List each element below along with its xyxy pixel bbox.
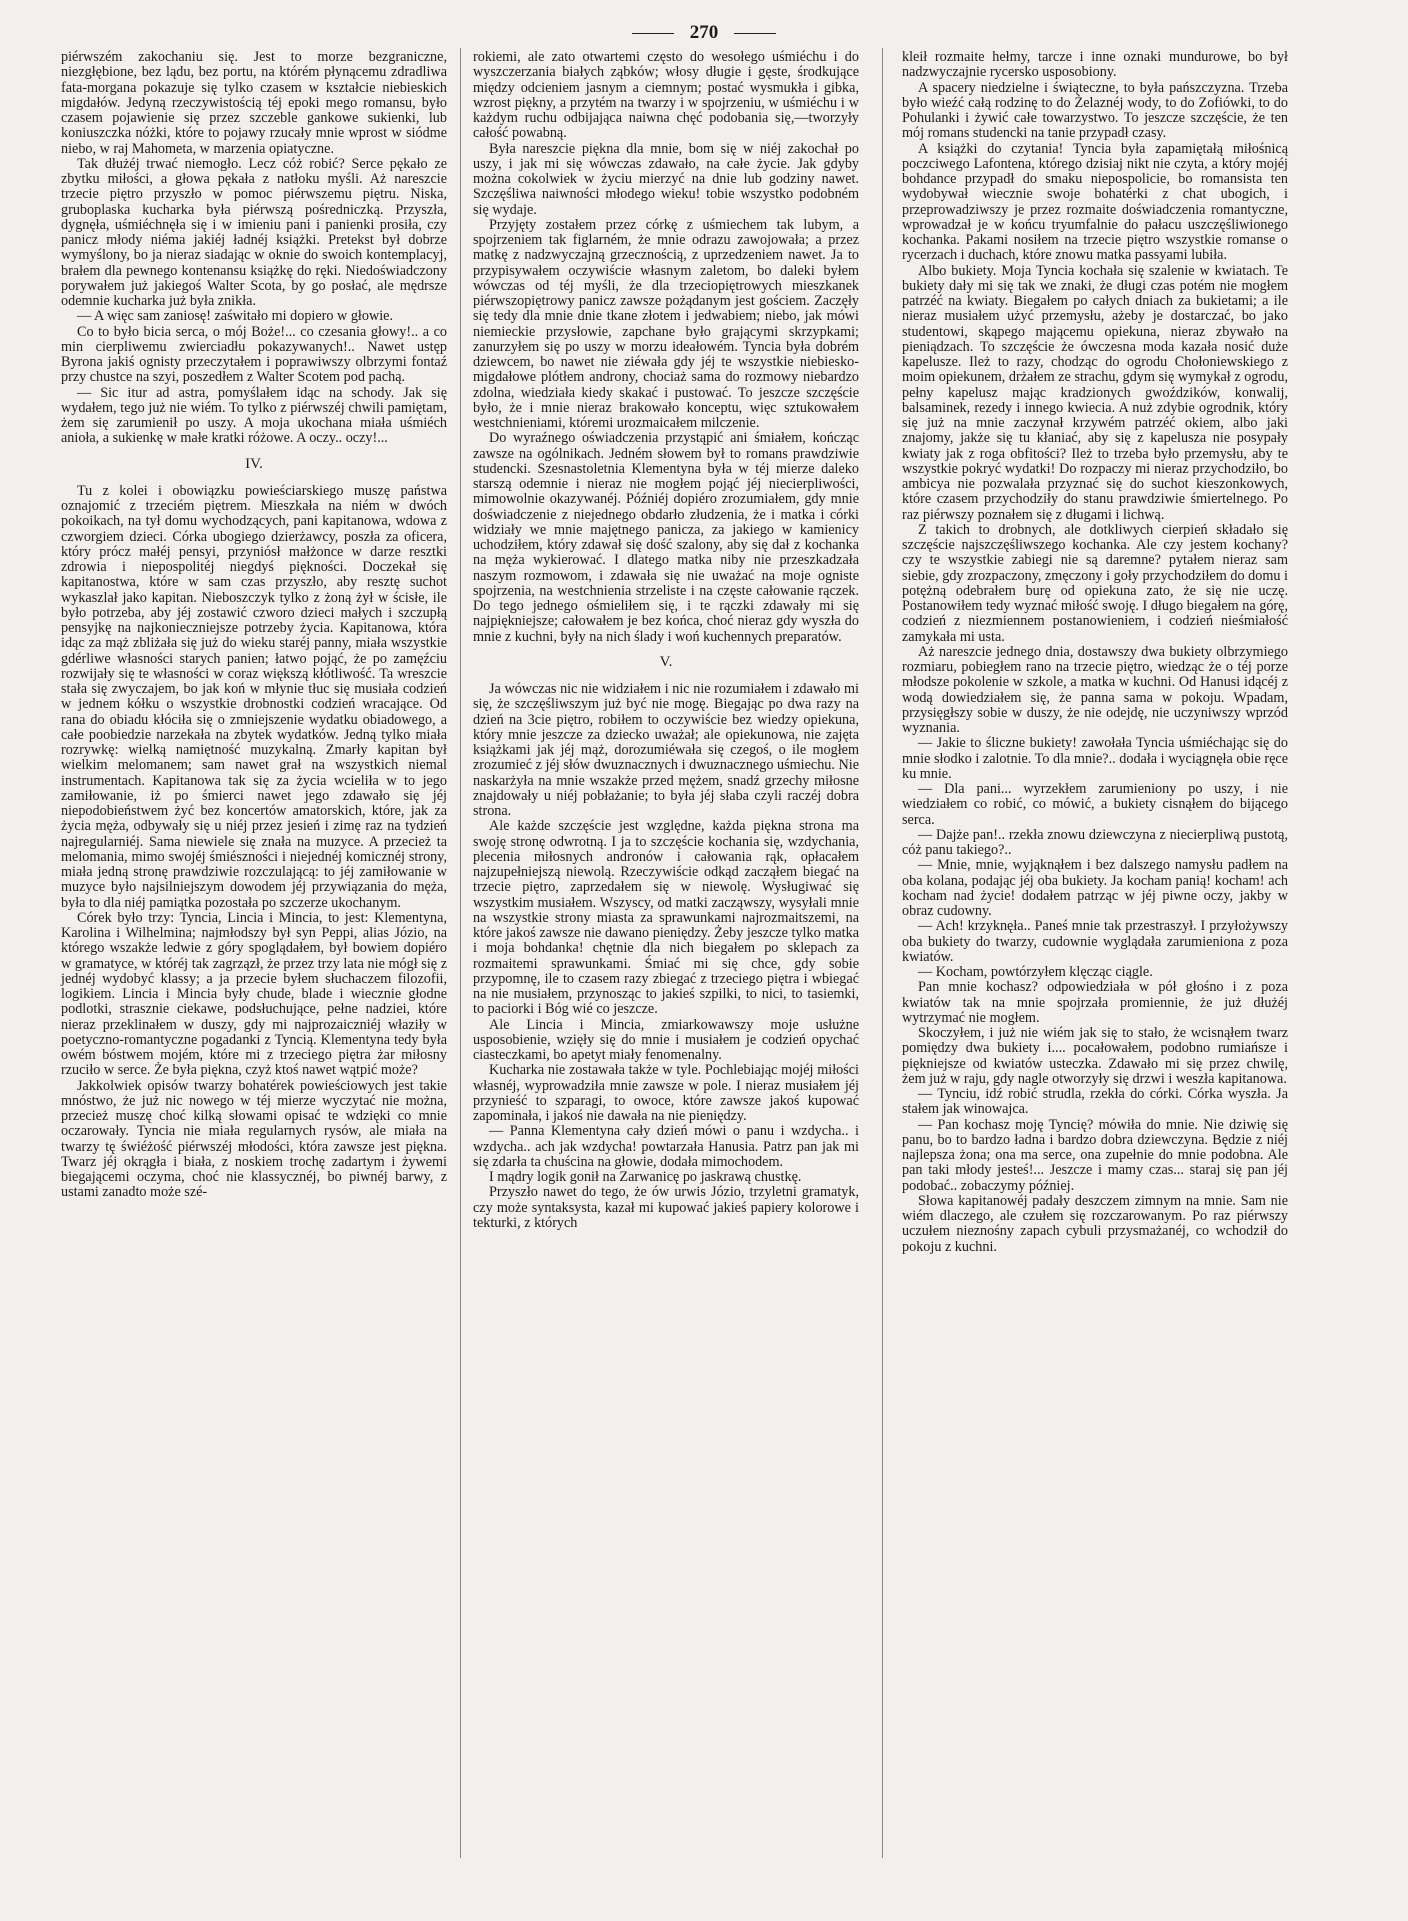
paragraph: Skoczyłem, i już nie wiém jak się to stało, że wcisnąłem twarz pomiędzy dwa bukiety i.... pocałowałem, podobno rumiańsze i piękniejsze od kwiatów usteczka. Zdawało mi się przez chwilę, żem już w raju, gdy nagle otworzyły się drzwi i weszła kapitanowa. (902, 1025, 1288, 1087)
paragraph: Tu z kolei i obowiązku powieściarskiego muszę państwa oznajomić z trzeciém piętrem. Mieszkała na niém w dwóch pokoikach, na tył domu wychodzących, pani kapitanowa, wdowa z czworgiem dzieci. Córka ubogiego dzierżawcy, poszła za oficera, który prócz małéj pensyi, przyniósł małżonce w darze resztki zdrowia i niepospolitéj niegdyś piękności. Doczekał się kapitanostwa, które w sam czas przyszło, aby resztę suchot wykaszlał jako kapitan. Nieboszczyk tylko z żoną żył w ścisłe, ile było potrzeba, aby jéj zostawić czworo dzieci małych i szczupłą pensyjkę na najkonieczniejsze potrzeby życia. Kapitanowa, która idąc za mąż zbliżała się już do wieku staréj panny, miała wszystkie gdérliwe własności starych panien; łatwo pojąć, że po zamęźciu rozwijały się te własności w coraz większą kłótliwość. Ta wreszcie stała się zwyczajem, bo jak koń w młynie tłuc się musiała codzień w jednem kółku o wszystkie drobnostki codzień wracające. Od rana do obiadu kłóciła się o zmniejszenie wydatku obiadowego, a całe poobiedzie narzekała na zbytek wydatków. Jedną tylko miała rozrywkę: wielką namiętność muzykalną. Zmarły kapitan był wielkim melomanem; sam nawet grał na wszystkich niemal instrumentach. Kapitanowa tak się za życia wcieliła w to jego zamiłowanie, iż po śmierci nawet jego zdawało się jéj niepodobieństwem żyć bez koncertów amatorskich, które, jak za życia męża, odbywały się u niéj przez jesień i zimę raz na tydzień najregularniéj. Sama niewiele się znała na muzyce. A przecież ta melomania, mimo swojéj śmiészności i niejednéj komicznéj strony, miała jedną stronę prawdziwie rozczulającą: to jéj zamiłowanie w muzyce było najsilniejszym dowodem jéj przywiązania do męża, była to dla niéj pamiątka pozostała po szczerze ukochanym. (61, 482, 447, 911)
text-column-right (902, 50, 1288, 1255)
text-column-middle (473, 50, 859, 1231)
paragraph: A książki do czytania! Tyncia była zapamiętałą miłośnicą poczciwego Lafontena, którego dzisiaj nikt nie czyta, a który mojéj bohdance przypadł do smaku niepospolicie, bo romansista ten wydobywał wiecznie swoje bohatérki z chat ubogich, i przeprowadziwszy je przez rozmaite doświadczenia romantyczne, wprowadzał je w końcu tryumfalnie do pałacu uszczęśliwionego kochanka. Pakami nosiłem na trzecie piętro wszystkie romanse o rycerzach i duchach, które znowu matka passyami lubiła. (902, 140, 1288, 264)
paragraph: piérwszém zakochaniu się. Jest to morze bezgraniczne, niezgłębione, bez lądu, bez portu, na którém płynącemu zdradliwa fata-morgana pokazuje się tylko czasem w kształcie niebieskich migdałów. Jedyną rzeczywistością téj epoki mego romansu, było czasem pojawienie się przez szczeble gankowe sukienki, lub koniuszczka nóżki, które to pojawy rzucały mnie wprost w siódme niebo, w raj Mahometa, w marzenia opiatyczne. (61, 49, 447, 157)
section-heading: IV. (245, 455, 263, 472)
paragraph: — Ach! krzyknęła.. Paneś mnie tak przestraszył. I przyłożywszy oba bukiety do twarzy, cudownie wyglądała zarumieniona z poza kwiatów. (902, 918, 1288, 965)
paragraph: Kucharka nie zostawała także w tyle. Pochlebiając mojéj miłości własnéj, wyprowadziła mnie zawsze w pole. I nieraz musiałem jéj przynieść to szparagi, to owoce, które zawsze jakoś kupować zapominała, i jakoś nie dawała na nie pieniędzy. (473, 1062, 859, 1124)
column-divider (460, 48, 461, 1858)
paragraph: kleił rozmaite hełmy, tarcze i inne oznaki mundurowe, bo był nadzwyczajnie rycersko usposobiony. (902, 49, 1288, 81)
paragraph: Tak dłużéj trwać niemogło. Lecz cóż robić? Serce pękało ze zbytku miłości, a głowa pękała z natłoku myśli. Aż nareszcie trzecie piętro przyszło w pomoc piérwszemu piętru. Niska, gruboplaska kucharka była piérwszą pośredniczką. Przyszła, dygnęła, uśmiéchnęła się i w imieniu pani i panienki prosiła, czy panicz młody niéma jakiéj ładnéj książki. Pretekst był dobrze wymyślony, bo ja nieraz siadając w oknie do swoich kontemplacyj, brałem dla pewnego kontenansu książkę do ręki. Niedoświadczony porywałem już jakiegoś Walter Scota, by go posłać, ale mędrsze odemnie kucharka już była znikła. (61, 155, 447, 309)
header-rule-left (632, 33, 674, 34)
paragraph: I mądry logik gonił na Zarwanicę po jaskrawą chustkę. (489, 1169, 802, 1185)
paragraph: — Dla pani... wyrzekłem zarumieniony po uszy, i nie wiedziałem co robić, co mówić, a bukiety cisnąłem do bijącego serca. (902, 781, 1288, 828)
column-divider (882, 48, 883, 1858)
paragraph: — Tynciu, idź robić strudla, rzekła do córki. Córka wyszła. Ja stałem jak winowajca. (902, 1086, 1288, 1118)
paragraph: rokiemi, ale zato otwartemi często do wesołego uśmiéchu i do wyszczerzania białych ząbków; włosy długie i gęste, środkujące między odcieniem jasnym a ciemnym; postać wysmukła i gibka, wzrost piękny, a przytém na twarzy i w spojrzeniu, w uśmiéchu i w każdym ruchu odbijająca naiwna chęć podobania się,—tworzyły całość powabną. (473, 49, 859, 142)
paragraph: Ale każde szczęście jest względne, każda piękna strona ma swoję stronę odwrotną. I ja to szczęście kochania się, wzdychania, plecenia miłosnych andronów i całowania rąk, opłacałem najzupełniejszą niewolą. Rzeczywiście odkąd zacząłem biegać na trzecie piętro, zaprzedałem się w niewolę. Wysługiwać się wszystkim musiałem. Wszyscy, od matki zacząwszy, wysyłali mnie na wszystkie strony miasta za sprawunkami najrozmaitszemi, na które jakoś zawsze nie dawano pieniędzy. Żeby jeszcze tylko matka i moja bohdanka! chętnie dla nich biegałem po sklepach za rozmaitemi sprawunkami. Śmiać mi się chce, gdy sobie przypomnę, ile to czasem razy zbiegać z trzeciego piętra i wbiegać na nie musiałem, przynosząc to jakieś szpilki, to nici, to tasiemki, to paciorki i Bóg wié co jeszcze. (473, 818, 859, 1018)
paragraph: Pan mnie kochasz? odpowiedziała w pół głośno i z poza kwiatów tak na mnie spojrzała promiennie, że już dłużéj wytrzymać nie mogłem. (902, 979, 1288, 1026)
paragraph: Przyszło nawet do tego, że ów urwis Józio, trzyletni gramatyk, czy może syntaksysta, kazał mi kupować jakieś papiery kolorowe i tekturki, z których (473, 1184, 859, 1231)
page-number: 270 (689, 22, 719, 43)
paragraph: — Dajże pan!.. rzekła znowu dziewczyna z niecierpliwą pustotą, cóż panu takiego?.. (902, 826, 1288, 858)
page-number-header (0, 22, 1408, 44)
paragraph: — Sic itur ad astra, pomyślałem idąc na schody. Jak się wydałem, tego już nie wiém. To tylko z piérwszéj chwili pamiętam, żem się zarumienił po uszy. A moja ukochana miała uśmiéch anioła, a sukienkę w małe kratki różowe. A oczy.. oczy!... (61, 384, 447, 447)
paragraph: — Kocham, powtórzyłem klęcząc ciągle. (918, 964, 1153, 980)
paragraph: Słowa kapitanowéj padały deszczem zimnym na mnie. Sam nie wiém dlaczego, ale czułem się rozczarowanym. Po raz piérwszy uczułem nieznośny zapach cybuli przysmażanéj, co wchodził do pokoju z kuchni. (902, 1192, 1288, 1255)
paragraph: — A więc sam zaniosę! zaświtało mi dopiero w głowie. (77, 308, 393, 325)
text-column-left (61, 50, 447, 1201)
paragraph: Przyjęty zostałem przez córkę z uśmiechem tak lubym, a spojrzeniem tak figlarném, że mnie odrazu zawojowała; a przez matkę z nadzwyczajną grzecznością, z uprzedzeniem nawet. Ja to przypisywałem oczywiście własnym zaletom, bo daleki byłem wówczas od téj myśli, że dla trzeciopiętrowych mieszkanek piérwszopiętrowy panicz zawsze pożądanym jest gościem. Zaczęły się tedy dla mnie dnie tkane złotem i jedwabiem; niebo, jak mówi niemieckie przysłowie, zapchane było grającymi skrzypkami; zanurzyłem się po uszy w morzu ideałowém. Tyncia była dobrém dziewcem, bo nawet nie ziéwała gdy jéj te wszystkie niebiesko-migdałowe plótłem androny, chociaż sama do rozmowy niebardzo zdolna, wiedziała kiedy skakać i pustować. To jeszcze szczęście było, że i mnie nieraz brakowało konceptu, więc sztukowałem westchnieniami, któremi urozmaicałem milczenie. (473, 216, 859, 431)
paragraph: — Mnie, mnie, wyjąknąłem i bez dalszego namysłu padłem na oba kolana, podając jéj oba bukiety. Ja kocham panią! kocham! ach kocham nad życie! dodałem patrząc w jéj piwne oczy, jakby w obraz cudowny. (902, 857, 1288, 919)
paragraph: Córek było trzy: Tyncia, Lincia i Mincia, to jest: Klementyna, Karolina i Wilhelmina; najmłodszy był syn Peppi, alias Józio, na którego wszakże ledwie z góry spoglądałem, był bowiem dopiéro w gramatyce, w któréj tak zagrzązł, że przez trzy lata nie mógł się z jednéj wydobyć klassy; a ja przecie byłem słuchaczem filozofii, logikiem. Lincia i Mincia były chude, blade i wiecznie głodne podlotki, strasznie ciekawe, podsłuchujące, pełne nadziei, które nieraz przeklinałem w duszy, gdy mi najprozaiczniéj właziły w poetyczno-romantyczne pogadanki z Tyncią. Klementyna tedy była owém bóstwem mojém, które mi z trzeciego piętra żar miłosny rzuciło w serce. Że była piękna, czyż ktoś nawet wątpić może? (61, 909, 447, 1079)
section-heading: V. (659, 653, 673, 670)
paragraph: Do wyraźnego oświadczenia przystąpić ani śmiałem, kończąc zawsze na ogólnikach. Jedném słowem był to romans prawdziwie studencki. Szesnastoletnia Klementyna była w téj mierze daleko starszą odemnie i nieraz nie mogłem pojąć jéj niecierpliwości, mimowolnie okazywanéj. Późniéj dopiéro zrozumiałem, gdy mnie doświadczenie z niejednego obdarło złudzenia, że i matka i córki widziały we mnie majętnego panicza, za jakiego w kamienicy uchodziłem, który zdawał się dość szalony, aby się dał z kochanka na męża wykierować. I dlatego matka niby nie przeszkadzała naszym rozmowom, i zdawała się nie uważać na moje ogniste spojrzenia, na westchnienia strzeliste i na częste całowanie rączek. Do tego jednego ośmieliłem się, i te rączki zdawały mi się najpiękniejsze; całowałem je bez końca, choć nieraz gdy wyszła do mnie z kuchni, były na nich ślady i woń kuchennych preparatów. (473, 430, 859, 645)
paragraph: Aż nareszcie jednego dnia, dostawszy dwa bukiety olbrzymiego rozmiaru, pobiegłem rano na trzecie piętro, wiedząc że o téj porze młodsze pokolenie w szkole, a matka w kuchni. Od Hanusi idącéj z wodą dowiedziałem się, że panna sama w pokoju. Wpadam, przysięgłszy sobie w duszy, że nie odejdę, nie uczyniwszy wprzód wyznania. (902, 643, 1288, 736)
paragraph: Ja wówczas nic nie widziałem i nic nie rozumiałem i zdawało mi się, że szczęśliwszym już być nie mogę. Biegając po dwa razy na dzień na 3cie piętro, robiłem to oczywiście bez wiedzy opiekuna, który mnie jeszcze za dziecko uważał; ale opiekunowa, nie zajęta książkami jak jéj mąż, dorozumiéwała się czegoś, o ile mogłem zrozumieć z jéj słów dwuznacznych i dwuznacznego uśmiechu. Nie naskarżyła na mnie wszakże przed mężem, snadź grzechy miłosne znajdowały u niéj pobłażanie; to była jéj słaba czyli raczéj dobra strona. (473, 681, 859, 819)
header-rule-right (734, 33, 776, 34)
paragraph: Z takich to drobnych, ale dotkliwych cierpień składało się szczęście najszczęśliwszego kochanka. Ale czy jestem kochany? czy te wszystkie zabiegi nie są daremne? pytałem nieraz sam siebie, gdy zrozpaczony, zmęczony i goły przychodziłem do domu i potężną odebrałem burę od opiekuna zato, że się nie uczę. Postanowiłem tedy wyznać miłość swoję. I długo biegałem na górę, codzień z niezmiennem postanowieniem, i codzień nieśmiałość zamykała mi usta. (902, 521, 1288, 645)
paragraph: — Panna Klementyna cały dzień mówi o panu i wzdycha.. i wzdycha.. ach jak wzdycha! powtarzała Hanusia. Patrz pan jak mi się zdarła ta chuścina na głowie, dodała mimochodem. (473, 1123, 859, 1170)
paragraph: Jakkolwiek opisów twarzy bohatérek powieściowych jest takie mnóstwo, że już nic nowego w téj mierze wyczytać nie można, przecież muszę choć kilką słowami opisać te wdzięki co mnie oczarowały. Tyncia nie miała regularnych rysów, ale miała na twarzy tę świéżość piérwszéj młodości, która zawsze jest piękna. Twarz jéj okrągła i biała, z noskiem trochę zadartym i żywemi biegającemi oczyma, choć nie klassycznéj, bo piwnéj barwy, z ustami zanadto może szé- (61, 1077, 447, 1201)
paragraph: Albo bukiety. Moja Tyncia kochała się szalenie w kwiatach. Te bukiety dały mi się tak we znaki, że długi czas potém nie mogłem patrzéć na kwiaty. Biegałem po całych dniach za bukietami; a ile nieraz musiałem użyć przemysłu, ażeby je dostarczać, bo jako studentowi, skąpego mającemu opiekuna, nieraz zbywało na pieniądzach. To szczęście że ówczesna moda kazała nosić duże kapelusze. Ileż to razy, chodząc do ogrodu Chołoniewskiego z moim opiekunem, drżałem ze strachu, gdym się wymykał z ogrodu, pełny kapelusz mając kradzionych gwoździków, konwalij, balsaminek, rezedy i innego kwiecia. A nuż zdybie ogrodnik, który się już na mnie zaczynał krzywém patrzéć okiem, albo jaki znajomy, jakże się tu kłaniać, aby się z kapelusza nie posypały kwiaty jak z roga obfitości? Ileż to trzeba było przemysłu, aby te wszystkie pokryć wydatki! Do rozpaczy mi nieraz przychodziło, bo ambicya nie pozwalała przyznać się do suchot kieszonkowych, które czasem przychodziły do stanu prawdziwie śmiertelnego. Po raz piérwszy poznałem się z długami i lichwą. (902, 262, 1288, 523)
paragraph: Co to było bicia serca, o mój Boże!... co czesania głowy!.. a co min cierpliwemu zwierciadłu pokazywanych!.. Nawet ustęp Byrona jakiś ognisty przeczytałem i poprawiwszy olbrzymi fontaź przy chustce na szyi, poszedłem z Walter Scotem pod pachą. (61, 323, 447, 386)
paragraph: — Pan kochasz moję Tyncię? mówiła do mnie. Nie dziwię się panu, bo to bardzo ładna i bardzo dobra dziewczyna. Będzie z niéj najlepsza żona; ona ma serce, ona zupełnie do mnie podobna. Ale pan taki młody jesteś!... Jeszcze i mamy czas... staraj się pan jéj podobać.. zobaczymy później. (902, 1116, 1288, 1194)
paragraph: Ale Lincia i Mincia, zmiarkowawszy moje usłużne usposobienie, wzięły się do mnie i musiałem je codzień opychać ciasteczkami, bo apetyt miały fenomenalny. (473, 1016, 859, 1063)
paragraph: — Jakie to śliczne bukiety! zawołała Tyncia uśmiéchając się do mnie słodko i zalotnie. To dla mnie?.. dodała i wyciągnęła obie ręce ku mnie. (902, 735, 1288, 782)
paragraph: Była nareszcie piękna dla mnie, bom się w niéj zakochał po uszy, i jak mi się wówczas zdawało, na całe życie. Jak gdyby można cokolwiek w życiu mierzyć na dnie lub godziny nawet. Szczęśliwa naiwności młodego wieku! tobie wszystko podobném się wydaje. (473, 140, 859, 218)
paragraph: A spacery niedzielne i świąteczne, to była pańszczyzna. Trzeba było wieźć całą rodzinę to do Żelaznéj wody, to do Zofiówki, to do Pohulanki i żywić całe towarzystwo. To jeszcze szczęście, że ten mój romans studencki na tanie przypadł czasy. (902, 79, 1288, 142)
